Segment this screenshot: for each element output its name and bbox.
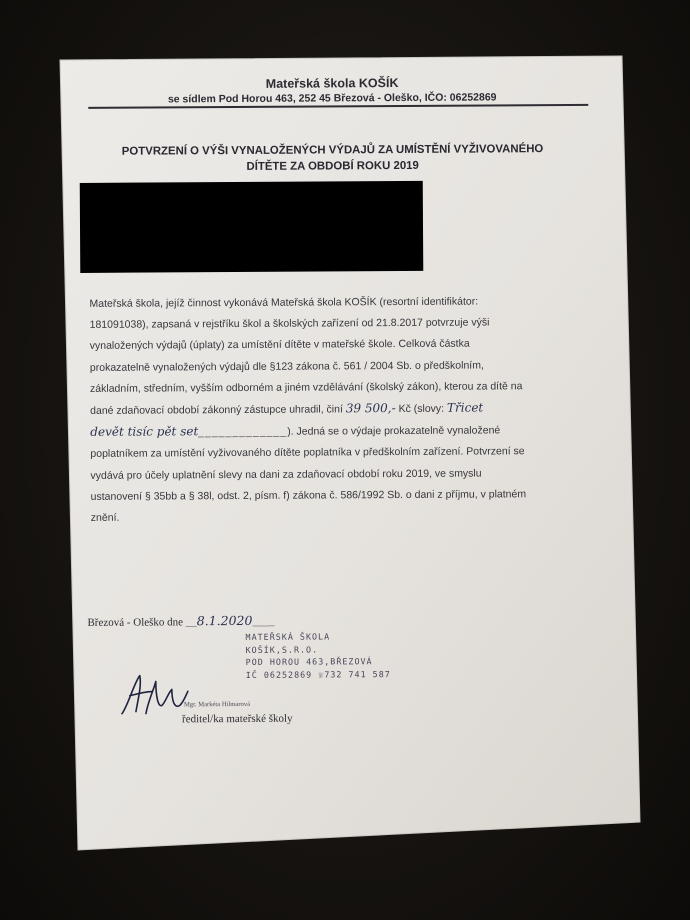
school-stamp	[245, 630, 405, 681]
body-line: Mateřská škola, jejíž činnost vykonává Mateřská škola KOŠÍK (resortní identifikátor:	[89, 295, 479, 310]
body-line: prokazatelně vynaložených výdajů dle §123 zákona č. 561 / 2004 Sb. o předškolním,	[89, 359, 484, 374]
handwritten-words-1: Třicet	[446, 400, 484, 415]
school-address: se sídlem Pod Horou 463, 252 45 Březová - Oleško, IČO: 06252869	[167, 91, 497, 106]
body-line: vydává pro účely uplatnění slevy na dani za zdaňovací období roku 2019, ve smyslu	[90, 467, 482, 482]
handwritten-words-2: devět tisíc pět set	[90, 424, 199, 440]
stamp-line-1: MATEŘSKÁ ŠKOLA	[245, 631, 331, 642]
body-line: ustanovení § 35bb a § 38l, odst. 2, písm. f) zákona č. 586/1992 Sb. o dani z příjmu, v platném	[90, 488, 527, 503]
redacted-block	[80, 181, 424, 273]
body-line: vynaložených výdajů (úplaty) za umístění dítěte v mateřské škole. Celková částka	[89, 337, 470, 353]
stamp-line-2: KOŠÍK,S.R.O.	[245, 644, 319, 655]
stamp-line-4: IČ 06252869 ☏732 741 587	[245, 668, 391, 680]
body-line-words: devět tisíc pět set_____________). Jedná se o výdaje prokazatelně vynaložené	[90, 424, 501, 440]
body-line-7: ). Jedná se o výdaje prokazatelně vynaložené	[287, 424, 501, 438]
body-paragraph	[89, 291, 576, 529]
stamp-line-3: POD HOROU 463,BŘEZOVÁ	[245, 656, 373, 667]
school-name: Mateřská škola KOŠÍK	[265, 76, 399, 91]
handwritten-amount: 39 500,-	[345, 401, 396, 416]
body-line: základním, středním, vyšším odborném a jiném vzdělávání (školský zákon), kterou za dítě na	[89, 380, 523, 395]
currency-label: Kč (slovy:	[395, 402, 448, 416]
place-date-line: Březová - Oleško dne __8.1.2020____	[87, 612, 275, 629]
director-name: Mgr. Markéta Hilmarová	[183, 700, 251, 709]
body-line: poplatníkem za umístění vyživovaného dítěte poplatníka v předškolním zařízení. Potvrzení se	[90, 445, 525, 461]
document-title	[73, 141, 593, 176]
handwritten-date: 8.1.2020	[196, 612, 253, 629]
document-content	[72, 59, 637, 822]
amount-label: dané zdaňovací období zákonný zástupce uhradil, činí	[90, 403, 346, 417]
title-line-2: DÍTĚTE ZA OBDOBÍ ROKU 2019	[246, 159, 419, 173]
body-line: znění.	[90, 511, 120, 524]
body-line: 181091038), zapsaná v rejstříku škol a školských zařízení od 21.8.2017 potvrzuje výši	[89, 316, 490, 332]
place-date-label: Březová - Oleško dne	[87, 616, 184, 629]
title-line-1: POTVRZENÍ O VÝŠI VYNALOŽENÝCH VÝDAJŮ ZA UMÍSTĚNÍ VYŽIVOVANÉHO	[121, 143, 544, 158]
director-role: ředitel/ka mateřské školy	[181, 712, 293, 726]
body-line-amount	[90, 397, 576, 422]
